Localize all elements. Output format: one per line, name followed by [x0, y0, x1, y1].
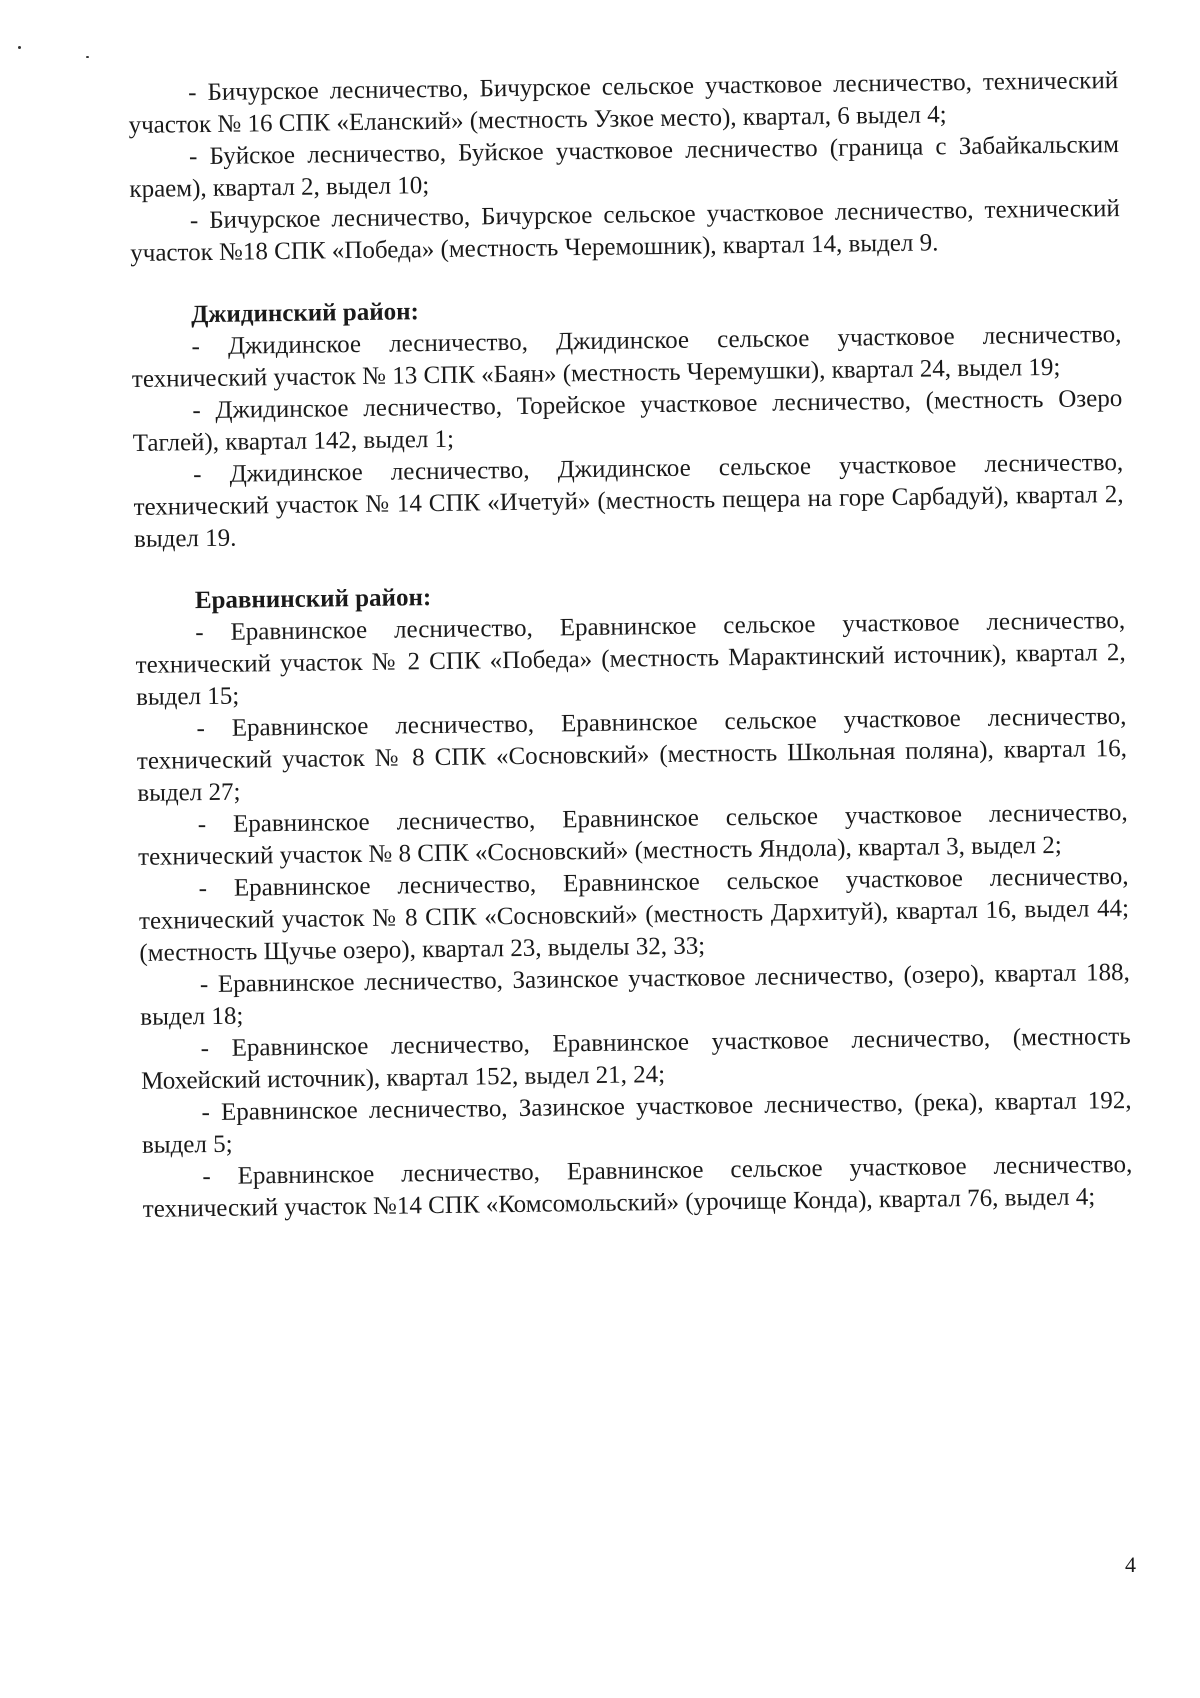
list-item: - Еравнинское лесничество, Зазинское участковое лесничество, (река), квартал 192, выдел 5; — [141, 1086, 1132, 1159]
section-title: Джидинский район: — [190, 298, 420, 329]
list-item: - Джидинское лесничество, Джидинское сельское участковое лесничество, технический участок № 13 СПК «Баян» (местность Черемушки), квартал 24, выдел 19; — [131, 321, 1122, 393]
list-item: - Еравнинское лесничество, Еравнинское сельское участковое лесничество, технический участок № 8 СПК «Сосновский» (местность Яндола), квартал 3, выдел 2; — [138, 798, 1128, 871]
list-item: - Еравнинское лесничество, Еравнинское участковое лесничество, (местность Мохейский источник), квартал 152, выдел 21, 24; — [140, 1022, 1131, 1095]
list-item: - Еравнинское лесничество, Еравнинское сельское участковое лесничество, технический участок № 8 СПК «Сосновский» (местность Школьная поляна), квартал 16, выдел 27; — [136, 702, 1128, 807]
list-item: - Джидинское лесничество, Торейское участковое лесничество, (местность Озеро Таглей), квартал 142, выдел 1; — [132, 385, 1123, 457]
list-item: - Еравнинское лесничество, Еравнинское сельское участковое лесничество, технический участок № 2 СПК «Победа» (местность Марактинский источник), квартал 2, выдел 15; — [135, 606, 1126, 711]
list-item: - Еравнинское лесничество, Еравнинское сельское участковое лесничество, технический участок № 8 СПК «Сосновский» (местность Дархитуй), квартал 16, выдел 44; (местность Щучье озеро), квартал 23, выделы 32, 33; — [138, 862, 1130, 967]
scan-speck — [86, 56, 89, 58]
list-item: - Джидинское лесничество, Джидинское сельское участковое лесничество, технический участок № 14 СПК «Ичетуй» (местность пещера на горе Сарбадуй), квартал 2, выдел 19. — [133, 449, 1124, 553]
list-item: - Буйское лесничество, Буйское участковое лесничество (граница с Забайкальским краем), квартал 2, выдел 10; — [129, 131, 1120, 203]
page-number: 4 — [1125, 1552, 1136, 1577]
list-item: - Еравнинское лесничество, Зазинское участковое лесничество, (озеро), квартал 188, выдел 18; — [140, 958, 1130, 1031]
document-body — [128, 65, 1133, 1226]
intro-list — [128, 65, 1120, 270]
scan-speck — [18, 46, 21, 49]
section-dzhidinsky — [131, 287, 1124, 556]
section-title: Еравнинский район: — [194, 584, 432, 615]
list-item: - Бичурское лесничество, Бичурское сельское участковое лесничество, технический участок №18 СПК «Победа» (местность Черемошник), квартал 14, выдел 9. — [130, 195, 1120, 267]
list-item: - Бичурское лесничество, Бичурское сельское участковое лесничество, технический участок № 16 СПК «Еланский» (местность Узкое место), квартал, 6 выдел 4; — [128, 67, 1119, 139]
section-eravninsky — [135, 573, 1133, 1226]
list-item: - Еравнинское лесничество, Еравнинское сельское участковое лесничество, технический участок №14 СПК «Комсомольский» (урочище Конда), квартал 76, выдел 4; — [142, 1150, 1133, 1223]
